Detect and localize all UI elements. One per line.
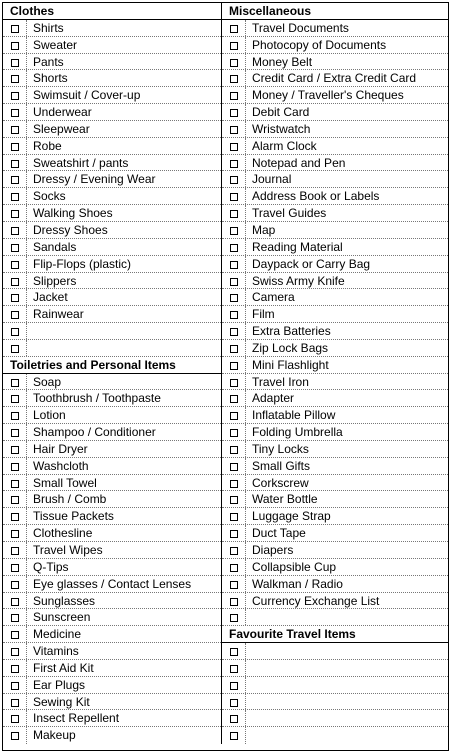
item-label: Walkman / Radio xyxy=(252,576,343,591)
checkbox[interactable] xyxy=(3,323,27,339)
checklist-row xyxy=(3,609,221,626)
item-label: Debit Card xyxy=(252,105,310,120)
item-label: Luggage Strap xyxy=(252,509,331,524)
checkbox[interactable] xyxy=(222,694,246,710)
checklist-row xyxy=(222,643,448,660)
checklist-row xyxy=(222,306,448,323)
checklist-row xyxy=(3,593,221,610)
checkbox[interactable] xyxy=(3,256,27,272)
checkbox[interactable] xyxy=(3,727,27,744)
checkbox[interactable] xyxy=(222,374,246,390)
checkbox[interactable] xyxy=(222,609,246,625)
checkbox[interactable] xyxy=(3,121,27,137)
item-label: Flip-Flops (plastic) xyxy=(33,256,132,271)
checklist-row xyxy=(3,441,221,458)
checklist-row xyxy=(222,357,448,374)
checklist-row xyxy=(222,559,448,576)
item-label: Money / Traveller's Cheques xyxy=(252,88,404,103)
checklist-row xyxy=(3,559,221,576)
checklist-row xyxy=(3,677,221,694)
checkbox[interactable] xyxy=(3,660,27,676)
section-title: Miscellaneous xyxy=(229,4,312,18)
item-label: Shampoo / Conditioner xyxy=(33,425,156,440)
checkbox[interactable] xyxy=(3,54,27,70)
item-label: Alarm Clock xyxy=(252,138,317,153)
item-label: Zip Lock Bags xyxy=(252,340,329,355)
checklist-row xyxy=(3,87,221,104)
item-label: Dressy / Evening Wear xyxy=(33,172,156,187)
checklist-row xyxy=(222,441,448,458)
item-label: Shirts xyxy=(33,20,64,35)
checkbox[interactable] xyxy=(3,104,27,120)
item-label: Sandals xyxy=(33,239,77,254)
checklist-row xyxy=(3,491,221,508)
checklist-row xyxy=(3,323,221,340)
checkbox[interactable] xyxy=(3,37,27,53)
checkbox[interactable] xyxy=(222,289,246,305)
checkbox[interactable] xyxy=(3,407,27,423)
checklist-row xyxy=(222,188,448,205)
item-label: Sunglasses xyxy=(33,593,96,608)
checkbox[interactable] xyxy=(3,677,27,693)
checkbox[interactable] xyxy=(3,273,27,289)
item-label: Travel Guides xyxy=(252,206,327,221)
checklist-row xyxy=(222,727,448,744)
checklist-row xyxy=(222,374,448,391)
packing-checklist xyxy=(2,2,449,751)
checklist-row xyxy=(3,20,221,37)
checklist-row xyxy=(3,340,221,357)
checklist-row xyxy=(222,273,448,290)
checkbox[interactable] xyxy=(222,727,246,744)
checkbox[interactable] xyxy=(222,37,246,53)
checkbox[interactable] xyxy=(3,306,27,322)
checklist-row xyxy=(3,407,221,424)
item-label: Travel Iron xyxy=(252,374,309,389)
item-label: Inflatable Pillow xyxy=(252,408,336,423)
item-label: Duct Tape xyxy=(252,526,306,541)
item-label: Corkscrew xyxy=(252,475,309,490)
item-label: Photocopy of Documents xyxy=(252,37,387,52)
checkbox[interactable] xyxy=(3,155,27,171)
section-header-clothes xyxy=(3,3,221,20)
checklist-row xyxy=(222,508,448,525)
checkbox[interactable] xyxy=(3,694,27,710)
checklist-row xyxy=(3,155,221,172)
checkbox[interactable] xyxy=(222,458,246,474)
item-label: Folding Umbrella xyxy=(252,425,343,440)
checkbox[interactable] xyxy=(222,390,246,406)
item-label: Walking Shoes xyxy=(33,206,113,221)
favourites-list xyxy=(222,643,448,744)
item-label: Makeup xyxy=(33,728,76,743)
checkbox[interactable] xyxy=(222,306,246,322)
checkbox[interactable] xyxy=(222,576,246,592)
checkbox[interactable] xyxy=(222,171,246,187)
checkbox[interactable] xyxy=(222,508,246,524)
checklist-row xyxy=(3,188,221,205)
checkbox[interactable] xyxy=(222,710,246,726)
checkbox[interactable] xyxy=(3,441,27,457)
checklist-row xyxy=(222,660,448,677)
checkbox[interactable] xyxy=(3,87,27,103)
checkbox[interactable] xyxy=(222,239,246,255)
item-label: Slippers xyxy=(33,273,77,288)
checklist-row xyxy=(222,222,448,239)
checkbox[interactable] xyxy=(3,138,27,154)
item-label: Robe xyxy=(33,138,62,153)
checklist-row xyxy=(3,508,221,525)
checklist-row xyxy=(3,171,221,188)
checklist-row xyxy=(3,390,221,407)
checklist-row xyxy=(222,205,448,222)
checklist-row xyxy=(3,660,221,677)
clothes-list xyxy=(3,20,221,357)
item-label: Sleepwear xyxy=(33,121,90,136)
checklist-row xyxy=(3,576,221,593)
item-label: Reading Material xyxy=(252,239,343,254)
checkbox[interactable] xyxy=(3,20,27,36)
checklist-row xyxy=(222,491,448,508)
checkbox[interactable] xyxy=(3,626,27,642)
checklist-row xyxy=(3,289,221,306)
checklist-row xyxy=(222,87,448,104)
checklist-row xyxy=(222,171,448,188)
checklist-row xyxy=(222,155,448,172)
checkbox[interactable] xyxy=(3,508,27,524)
checklist-row xyxy=(3,727,221,744)
checkbox[interactable] xyxy=(3,340,27,356)
item-label: Adapter xyxy=(252,391,295,406)
item-label: Socks xyxy=(33,189,66,204)
checklist-row xyxy=(222,694,448,711)
checkbox[interactable] xyxy=(222,340,246,356)
item-label: Swiss Army Knife xyxy=(252,273,345,288)
checkbox[interactable] xyxy=(222,104,246,120)
checklist-row xyxy=(3,475,221,492)
checklist-row xyxy=(222,710,448,727)
checklist-row xyxy=(222,138,448,155)
item-label: Jacket xyxy=(33,290,68,305)
checkbox[interactable] xyxy=(3,710,27,726)
checklist-row xyxy=(3,626,221,643)
checkbox[interactable] xyxy=(222,491,246,507)
item-label: Soap xyxy=(33,374,62,389)
checklist-row xyxy=(222,70,448,87)
checklist-row xyxy=(3,256,221,273)
section-header-miscellaneous xyxy=(222,3,448,20)
item-label: Mini Flashlight xyxy=(252,357,329,372)
checklist-row xyxy=(3,424,221,441)
checkbox[interactable] xyxy=(222,525,246,541)
checkbox[interactable] xyxy=(3,525,27,541)
checkbox[interactable] xyxy=(3,559,27,575)
item-label: Daypack or Carry Bag xyxy=(252,256,371,271)
item-label: Sweater xyxy=(33,37,78,52)
item-label: Credit Card / Extra Credit Card xyxy=(252,71,417,86)
checkbox[interactable] xyxy=(3,205,27,221)
toiletries-list xyxy=(3,374,221,745)
checkbox[interactable] xyxy=(3,643,27,659)
checklist-row xyxy=(222,121,448,138)
checkbox[interactable] xyxy=(222,407,246,423)
checklist-row xyxy=(222,289,448,306)
item-label: Clothesline xyxy=(33,526,93,541)
checkbox[interactable] xyxy=(222,87,246,103)
item-label: Medicine xyxy=(33,627,82,642)
checklist-row xyxy=(222,677,448,694)
checklist-row xyxy=(222,340,448,357)
checklist-row xyxy=(222,609,448,626)
checklist-row xyxy=(222,256,448,273)
item-label: Sunscreen xyxy=(33,610,91,625)
item-label: Shorts xyxy=(33,71,68,86)
item-label: Insect Repellent xyxy=(33,711,120,726)
checkbox[interactable] xyxy=(3,542,27,558)
checkbox[interactable] xyxy=(3,239,27,255)
checklist-row xyxy=(222,54,448,71)
checklist-row xyxy=(222,458,448,475)
checkbox[interactable] xyxy=(222,424,246,440)
item-label: Wristwatch xyxy=(252,121,311,136)
item-label: Eye glasses / Contact Lenses xyxy=(33,576,192,591)
checkbox[interactable] xyxy=(222,323,246,339)
checklist-row xyxy=(3,458,221,475)
checklist-row xyxy=(3,37,221,54)
item-label: Pants xyxy=(33,54,64,69)
checkbox[interactable] xyxy=(222,677,246,693)
checklist-row xyxy=(222,576,448,593)
checkbox[interactable] xyxy=(222,222,246,238)
checklist-row xyxy=(3,205,221,222)
checkbox[interactable] xyxy=(3,475,27,491)
checkbox[interactable] xyxy=(222,273,246,289)
section-title: Clothes xyxy=(10,4,55,18)
checklist-row xyxy=(222,37,448,54)
item-label: Journal xyxy=(252,172,292,187)
checklist-row xyxy=(3,70,221,87)
checkbox[interactable] xyxy=(222,54,246,70)
item-label: Currency Exchange List xyxy=(252,593,380,608)
checklist-row xyxy=(3,542,221,559)
checklist-row xyxy=(3,239,221,256)
left-column xyxy=(3,3,221,744)
checklist-row xyxy=(3,525,221,542)
checklist-row xyxy=(3,643,221,660)
checkbox[interactable] xyxy=(222,138,246,154)
checkbox[interactable] xyxy=(3,289,27,305)
miscellaneous-list xyxy=(222,20,448,626)
checkbox[interactable] xyxy=(222,441,246,457)
checkbox[interactable] xyxy=(222,121,246,137)
item-label: Travel Wipes xyxy=(33,543,103,557)
checkbox[interactable] xyxy=(222,475,246,491)
checkbox[interactable] xyxy=(3,609,27,625)
item-label: Toothbrush / Toothpaste xyxy=(33,391,161,406)
checkbox[interactable] xyxy=(222,188,246,204)
checklist-row xyxy=(3,694,221,711)
checkbox[interactable] xyxy=(3,171,27,187)
checkbox[interactable] xyxy=(222,542,246,558)
checkbox[interactable] xyxy=(3,188,27,204)
checkbox[interactable] xyxy=(3,491,27,507)
checkbox[interactable] xyxy=(3,458,27,474)
checkbox[interactable] xyxy=(222,256,246,272)
section-header-favourites xyxy=(222,626,448,643)
checkbox[interactable] xyxy=(3,222,27,238)
item-label: Ear Plugs xyxy=(33,677,86,692)
item-label: Address Book or Labels xyxy=(252,189,380,204)
checklist-row xyxy=(222,390,448,407)
item-label: Water Bottle xyxy=(252,492,318,507)
item-label: Lotion xyxy=(33,408,66,423)
checkbox[interactable] xyxy=(3,390,27,406)
checkbox[interactable] xyxy=(222,559,246,575)
section-title: Toiletries and Personal Items xyxy=(10,357,176,372)
item-label: Dressy Shoes xyxy=(33,222,108,237)
right-column xyxy=(221,3,448,744)
item-label: Camera xyxy=(252,290,295,305)
item-label: Small Towel xyxy=(33,475,97,490)
checklist-row xyxy=(222,239,448,256)
checkbox[interactable] xyxy=(222,660,246,676)
item-label: Sewing Kit xyxy=(33,694,90,709)
item-label: Tiny Locks xyxy=(252,441,309,456)
checklist-row xyxy=(3,222,221,239)
item-label: Diapers xyxy=(252,543,294,557)
checklist-row xyxy=(222,104,448,121)
checkbox[interactable] xyxy=(3,576,27,592)
item-label: Swimsuit / Cover-up xyxy=(33,88,141,103)
checkbox[interactable] xyxy=(3,374,27,390)
item-label: Money Belt xyxy=(252,54,313,69)
item-label: Small Gifts xyxy=(252,458,311,473)
item-label: Map xyxy=(252,222,276,237)
checklist-row xyxy=(222,542,448,559)
checklist-row xyxy=(3,710,221,727)
checklist-row xyxy=(222,593,448,610)
checklist-row xyxy=(222,20,448,37)
checklist-row xyxy=(222,323,448,340)
checkbox[interactable] xyxy=(3,593,27,609)
section-title: Favourite Travel Items xyxy=(229,627,356,642)
item-label: Brush / Comb xyxy=(33,492,107,507)
item-label: Vitamins xyxy=(33,644,79,659)
checklist-row xyxy=(3,374,221,391)
checkbox[interactable] xyxy=(222,205,246,221)
checklist-row xyxy=(3,121,221,138)
checklist-row xyxy=(222,475,448,492)
checkbox[interactable] xyxy=(222,20,246,36)
checklist-row xyxy=(3,104,221,121)
checkbox[interactable] xyxy=(222,357,246,373)
item-label: First Aid Kit xyxy=(33,660,94,675)
checkbox[interactable] xyxy=(222,70,246,86)
checklist-row xyxy=(222,407,448,424)
item-label: Rainwear xyxy=(33,307,84,322)
checklist-row xyxy=(3,138,221,155)
item-label: Collapsible Cup xyxy=(252,559,337,574)
checkbox[interactable] xyxy=(222,593,246,609)
item-label: Sweatshirt / pants xyxy=(33,155,129,170)
item-label: Extra Batteries xyxy=(252,324,331,339)
item-label: Hair Dryer xyxy=(33,441,88,456)
checklist-row xyxy=(3,273,221,290)
item-label: Washcloth xyxy=(33,458,89,473)
checkbox[interactable] xyxy=(222,155,246,171)
checkbox[interactable] xyxy=(3,70,27,86)
item-label: Film xyxy=(252,307,275,322)
checkbox[interactable] xyxy=(222,643,246,659)
item-label: Tissue Packets xyxy=(33,509,114,524)
item-label: Underwear xyxy=(33,105,92,120)
item-label: Q-Tips xyxy=(33,559,69,574)
checklist-row xyxy=(3,54,221,71)
checklist-row xyxy=(222,424,448,441)
item-label: Travel Documents xyxy=(252,20,349,35)
checklist-row xyxy=(3,306,221,323)
checklist-row xyxy=(222,525,448,542)
item-label: Notepad and Pen xyxy=(252,155,346,170)
checkbox[interactable] xyxy=(3,424,27,440)
section-header-toiletries xyxy=(3,357,221,374)
